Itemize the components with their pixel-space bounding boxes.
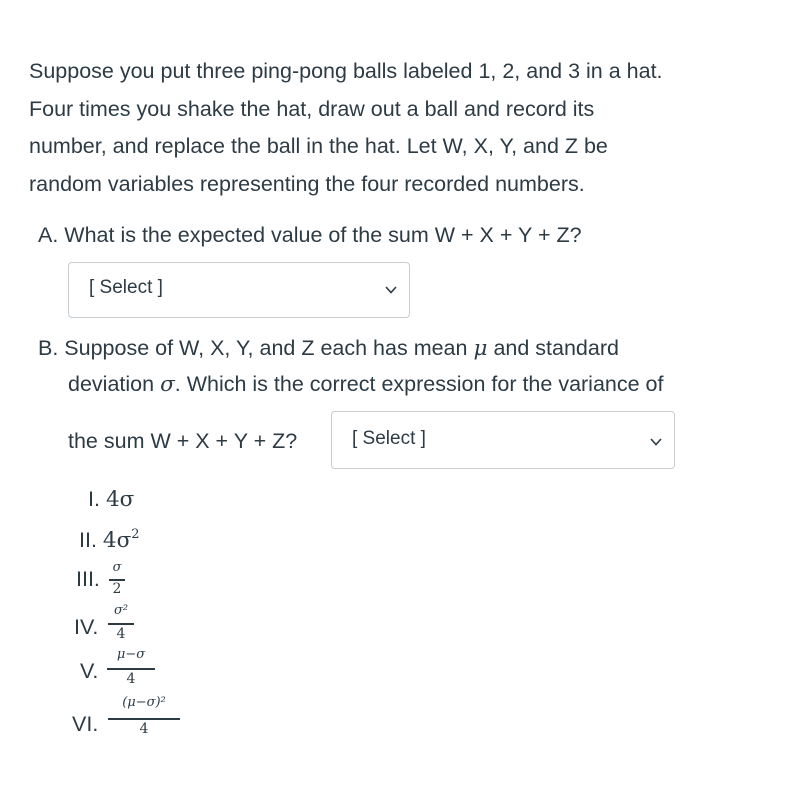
option-ii [79,527,140,553]
fraction-denominator: 4 [139,721,149,737]
mu-symbol: μ [473,336,488,361]
option-label: III. [76,567,100,591]
question-a-select[interactable] [68,262,410,318]
option-v [80,659,98,684]
option-vi-fraction [108,693,180,741]
fraction-numerator: μ−σ [116,647,146,662]
option-iii [76,567,100,592]
question-b-text: deviation [68,372,155,396]
question-b-text: and standard [493,336,619,360]
sigma-symbol: σ [160,372,175,397]
question-b-select-value: [ Select ] [352,428,426,449]
option-label: II. [79,528,97,552]
intro-line: Four times you shake the hat, draw out a ball and record its [29,96,595,121]
option-vi [72,712,98,737]
fraction-numerator: (μ−σ)² [122,695,166,710]
intro-line: number, and replace the ball in the hat. Let W, X, Y, and Z be [29,134,608,158]
fraction-bar [108,718,180,720]
question-b-text: . Which is the correct expression for the variance of [174,372,664,396]
fraction-bar [108,623,134,625]
fraction-denominator: 2 [112,581,122,597]
question-b-select[interactable] [331,411,675,469]
option-expression: 4σ [105,487,135,512]
fraction-numerator: σ² [113,603,129,618]
question-b-text: B. Suppose of W, X, Y, and Z each has mean [38,336,468,360]
option-i [88,487,134,512]
chevron-down-icon [650,438,662,446]
question-a-text: A. What is the expected value of the sum W + X + Y + Z? [38,223,582,247]
option-iv-fraction [108,603,134,645]
fraction-denominator: 4 [116,626,126,642]
option-exponent: 2 [131,527,140,542]
fraction-denominator: 4 [126,671,136,687]
option-label: IV. [74,615,99,639]
question-b-line-1 [38,336,619,361]
question-a-select-value: [ Select ] [89,277,163,298]
fraction-numerator: σ [112,560,122,575]
question-b-line-3: the sum W + X + Y + Z? [68,429,298,453]
problem-statement [29,53,769,203]
chevron-down-icon [385,286,397,294]
option-iv [74,615,98,640]
question-b-line-2 [68,372,664,397]
option-v-fraction [107,647,155,691]
option-label: V. [80,659,99,683]
intro-line: Suppose you put three ping-pong balls labeled 1, 2, and 3 in a hat. [29,59,663,83]
option-iii-fraction [109,560,125,602]
fraction-bar [107,668,155,670]
option-label: VI. [72,712,99,736]
option-label: I. [88,487,100,511]
option-expression: 4σ [102,528,132,553]
intro-line: random variables representing the four recorded numbers. [29,171,585,196]
